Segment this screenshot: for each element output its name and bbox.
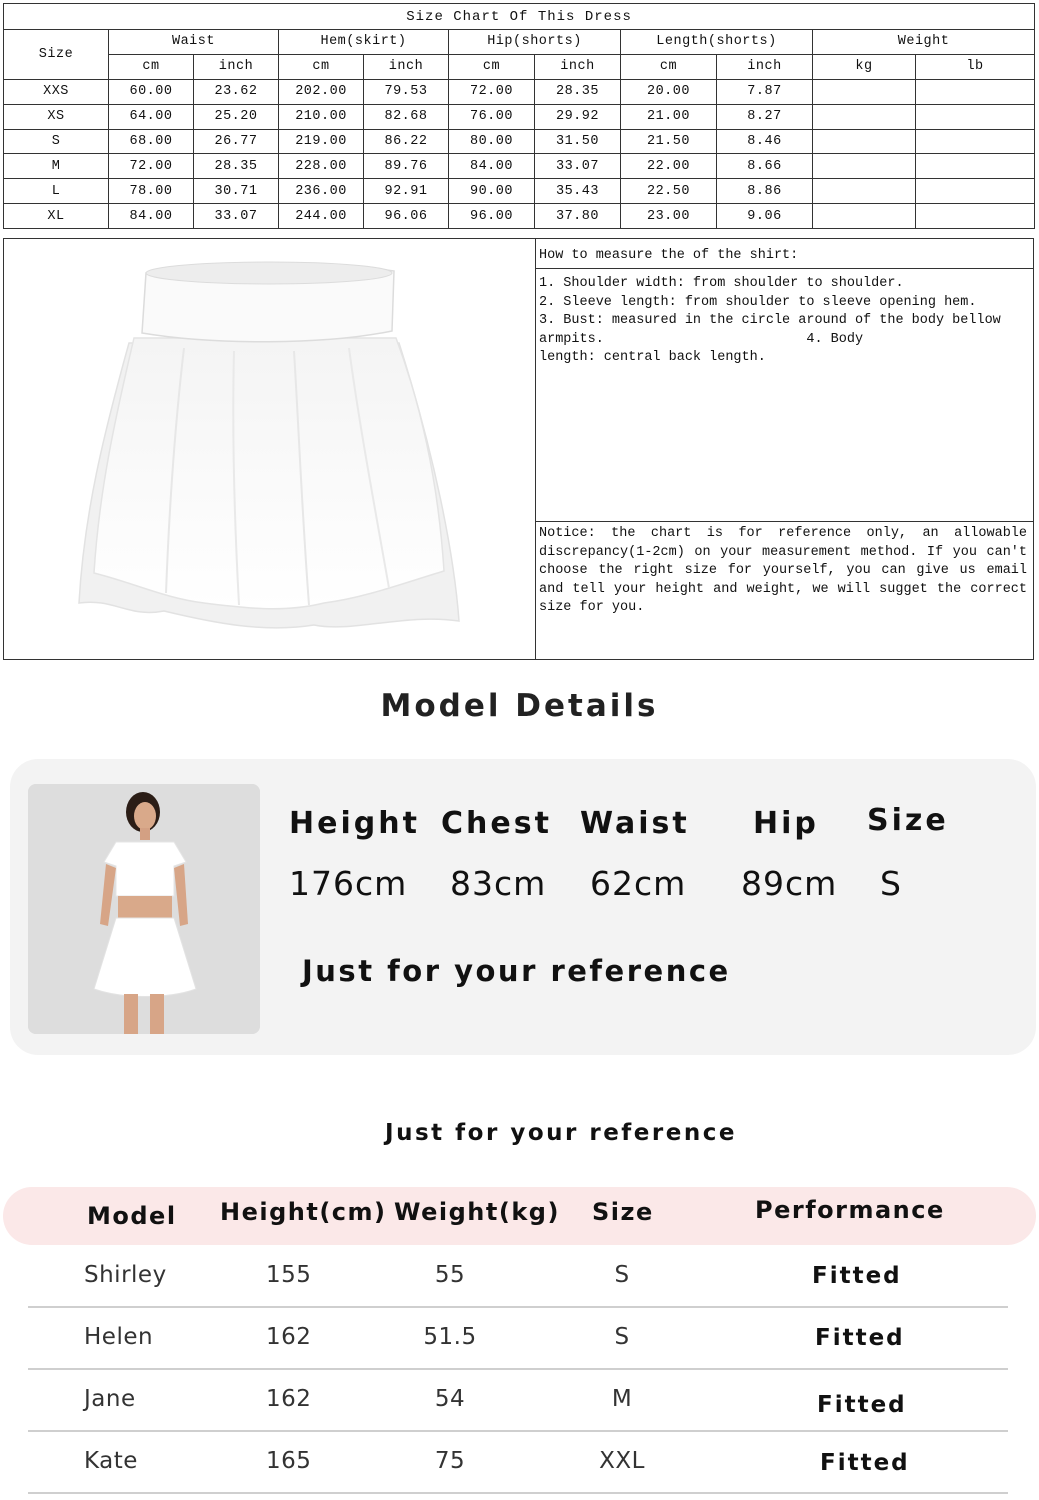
measurement-cell: 236.00 bbox=[279, 179, 364, 204]
measurement-cell: 8.46 bbox=[717, 129, 813, 154]
measurement-cell: 33.07 bbox=[535, 154, 621, 179]
ref-header-size: Size bbox=[592, 1198, 654, 1226]
size-cell: XXS bbox=[4, 79, 109, 104]
spec-value-height: 176cm bbox=[289, 864, 408, 903]
ref-cell-size: S bbox=[614, 1262, 630, 1288]
measure-heading: How to measure the of the shirt: bbox=[536, 239, 1033, 269]
ref-cell-model: Shirley bbox=[84, 1262, 167, 1288]
measurement-cell: 31.50 bbox=[535, 129, 621, 154]
measurement-cell: 25.20 bbox=[194, 104, 279, 129]
measurement-cell: 219.00 bbox=[279, 129, 364, 154]
size-chart-table bbox=[3, 3, 1035, 229]
size-row bbox=[4, 179, 1035, 204]
measurement-cell bbox=[916, 104, 1035, 129]
spec-label-size: Size bbox=[867, 803, 949, 838]
size-chart-title: Size Chart Of This Dress bbox=[4, 4, 1035, 30]
notice-box bbox=[536, 521, 1033, 660]
measurement-cell: 84.00 bbox=[449, 154, 535, 179]
measurement-cell bbox=[916, 179, 1035, 204]
measurement-cell: 30.71 bbox=[194, 179, 279, 204]
measurement-cell: 22.00 bbox=[621, 154, 717, 179]
measurement-cell bbox=[916, 79, 1035, 104]
ref-cell-size: M bbox=[611, 1386, 633, 1412]
measurement-cell: 37.80 bbox=[535, 204, 621, 229]
group-header-length: Length(shorts) bbox=[621, 30, 813, 55]
measurement-cell: 210.00 bbox=[279, 104, 364, 129]
model-figure-image bbox=[28, 784, 260, 1034]
measurement-cell: 89.76 bbox=[364, 154, 449, 179]
unit-header: cm bbox=[621, 54, 717, 79]
ref-cell-height: 162 bbox=[266, 1386, 312, 1412]
measurement-cell: 60.00 bbox=[109, 79, 194, 104]
size-row bbox=[4, 204, 1035, 229]
size-row bbox=[4, 79, 1035, 104]
row-divider bbox=[28, 1306, 1008, 1308]
size-cell: S bbox=[4, 129, 109, 154]
size-cell: L bbox=[4, 179, 109, 204]
reference-table-title: Just for your reference bbox=[385, 1120, 737, 1146]
measurement-cell: 78.00 bbox=[109, 179, 194, 204]
size-chart-body bbox=[4, 79, 1035, 228]
measurement-cell: 23.00 bbox=[621, 204, 717, 229]
measurement-cell: 22.50 bbox=[621, 179, 717, 204]
measurement-cell: 23.62 bbox=[194, 79, 279, 104]
ref-cell-height: 165 bbox=[266, 1448, 312, 1474]
ref-header-height: Height(cm) bbox=[220, 1198, 387, 1226]
spec-label-waist: Waist bbox=[580, 806, 690, 841]
group-header-waist: Waist bbox=[109, 30, 279, 55]
measurement-cell: 202.00 bbox=[279, 79, 364, 104]
model-reference-note: Just for your reference bbox=[302, 954, 731, 988]
size-column-header: Size bbox=[4, 30, 109, 80]
row-divider bbox=[28, 1430, 1008, 1432]
unit-header: inch bbox=[364, 54, 449, 79]
unit-header: inch bbox=[194, 54, 279, 79]
spec-label-hip: Hip bbox=[753, 806, 819, 841]
ref-cell-height: 155 bbox=[266, 1262, 312, 1288]
measurement-cell: 29.92 bbox=[535, 104, 621, 129]
skirt-product-image bbox=[74, 253, 469, 648]
measurement-cell: 96.06 bbox=[364, 204, 449, 229]
measurement-cell: 82.68 bbox=[364, 104, 449, 129]
row-divider bbox=[28, 1492, 1008, 1494]
ref-cell-weight: 51.5 bbox=[423, 1324, 477, 1350]
measurement-cell: 92.91 bbox=[364, 179, 449, 204]
group-header-weight: Weight bbox=[813, 30, 1035, 55]
measurement-cell: 28.35 bbox=[535, 79, 621, 104]
measurement-cell bbox=[813, 154, 916, 179]
ref-header-weight: Weight(kg) bbox=[394, 1198, 560, 1226]
measurement-cell: 26.77 bbox=[194, 129, 279, 154]
spec-value-hip: 89cm bbox=[741, 864, 838, 903]
group-header-hip: Hip(shorts) bbox=[449, 30, 621, 55]
size-row bbox=[4, 154, 1035, 179]
unit-header: cm bbox=[109, 54, 194, 79]
measurement-cell: 8.27 bbox=[717, 104, 813, 129]
model-details-title: Model Details bbox=[380, 688, 659, 724]
ref-cell-performance: Fitted bbox=[812, 1263, 902, 1289]
group-header-hem: Hem(skirt) bbox=[279, 30, 449, 55]
unit-header: inch bbox=[717, 54, 813, 79]
measurement-cell: 79.53 bbox=[364, 79, 449, 104]
measurement-cell: 9.06 bbox=[717, 204, 813, 229]
measurement-cell: 96.00 bbox=[449, 204, 535, 229]
measurement-cell bbox=[916, 204, 1035, 229]
measurement-cell: 68.00 bbox=[109, 129, 194, 154]
ref-cell-performance: Fitted bbox=[817, 1392, 907, 1418]
unit-header: cm bbox=[279, 54, 364, 79]
ref-cell-weight: 54 bbox=[434, 1386, 466, 1412]
measurement-cell: 84.00 bbox=[109, 204, 194, 229]
size-cell: XL bbox=[4, 204, 109, 229]
size-row bbox=[4, 129, 1035, 154]
spec-label-chest: Chest bbox=[441, 806, 552, 841]
measurement-cell: 64.00 bbox=[109, 104, 194, 129]
measurement-cell: 8.66 bbox=[717, 154, 813, 179]
measurement-cell bbox=[813, 104, 916, 129]
measurement-cell: 21.50 bbox=[621, 129, 717, 154]
size-cell: M bbox=[4, 154, 109, 179]
measurement-cell bbox=[916, 154, 1035, 179]
ref-cell-size: XXL bbox=[599, 1448, 645, 1474]
measurement-cell: 90.00 bbox=[449, 179, 535, 204]
measurement-cell: 228.00 bbox=[279, 154, 364, 179]
measure-instructions: 1. Shoulder width: from shoulder to shoulder. 2. Sleeve length: from shoulder to sleeve opening hem. 3. Bust: measured in the circle around of the body bellow armpits. 4. Body length: central back length. bbox=[539, 276, 1001, 365]
ref-cell-model: Jane bbox=[84, 1386, 136, 1412]
ref-cell-weight: 55 bbox=[434, 1262, 466, 1288]
skirt-image-panel bbox=[4, 239, 536, 659]
model-photo bbox=[28, 784, 260, 1034]
unit-header: inch bbox=[535, 54, 621, 79]
ref-cell-performance: Fitted bbox=[815, 1325, 905, 1351]
measurement-cell: 86.22 bbox=[364, 129, 449, 154]
measurement-cell bbox=[813, 129, 916, 154]
measurement-cell: 72.00 bbox=[449, 79, 535, 104]
ref-cell-weight: 75 bbox=[434, 1448, 466, 1474]
unit-header: kg bbox=[813, 54, 916, 79]
measurement-cell bbox=[813, 179, 916, 204]
spec-value-waist: 62cm bbox=[590, 864, 687, 903]
unit-header: cm bbox=[449, 54, 535, 79]
ref-header-model: Model bbox=[87, 1202, 177, 1230]
measurement-cell: 244.00 bbox=[279, 204, 364, 229]
measurement-info-block bbox=[3, 238, 1034, 660]
measurement-cell: 7.87 bbox=[717, 79, 813, 104]
row-divider bbox=[28, 1368, 1008, 1370]
measurement-cell: 20.00 bbox=[621, 79, 717, 104]
measurement-cell: 21.00 bbox=[621, 104, 717, 129]
measurement-cell: 76.00 bbox=[449, 104, 535, 129]
ref-cell-size: S bbox=[614, 1324, 630, 1350]
size-row bbox=[4, 104, 1035, 129]
notice-text: Notice: the chart is for reference only, an allowable discrepancy(1-2cm) on your measurement method. If you can't choose the right size for yourself, you can give us email and tell your height and weight, we will sugget the correct size for you. bbox=[539, 526, 1027, 615]
measurement-cell: 35.43 bbox=[535, 179, 621, 204]
ref-cell-performance: Fitted bbox=[820, 1450, 910, 1476]
spec-value-chest: 83cm bbox=[450, 864, 547, 903]
measurement-cell: 72.00 bbox=[109, 154, 194, 179]
measurement-cell bbox=[813, 204, 916, 229]
measurement-cell bbox=[813, 79, 916, 104]
measurement-cell: 80.00 bbox=[449, 129, 535, 154]
measurement-cell: 28.35 bbox=[194, 154, 279, 179]
unit-header: lb bbox=[916, 54, 1035, 79]
measurement-cell bbox=[916, 129, 1035, 154]
ref-header-performance: Performance bbox=[755, 1196, 945, 1224]
ref-cell-model: Helen bbox=[84, 1324, 154, 1350]
ref-cell-height: 162 bbox=[266, 1324, 312, 1350]
measurement-cell: 8.86 bbox=[717, 179, 813, 204]
spec-value-size: S bbox=[880, 864, 902, 903]
spec-label-height: Height bbox=[289, 806, 420, 841]
ref-cell-model: Kate bbox=[84, 1448, 138, 1474]
size-cell: XS bbox=[4, 104, 109, 129]
measurement-cell: 33.07 bbox=[194, 204, 279, 229]
